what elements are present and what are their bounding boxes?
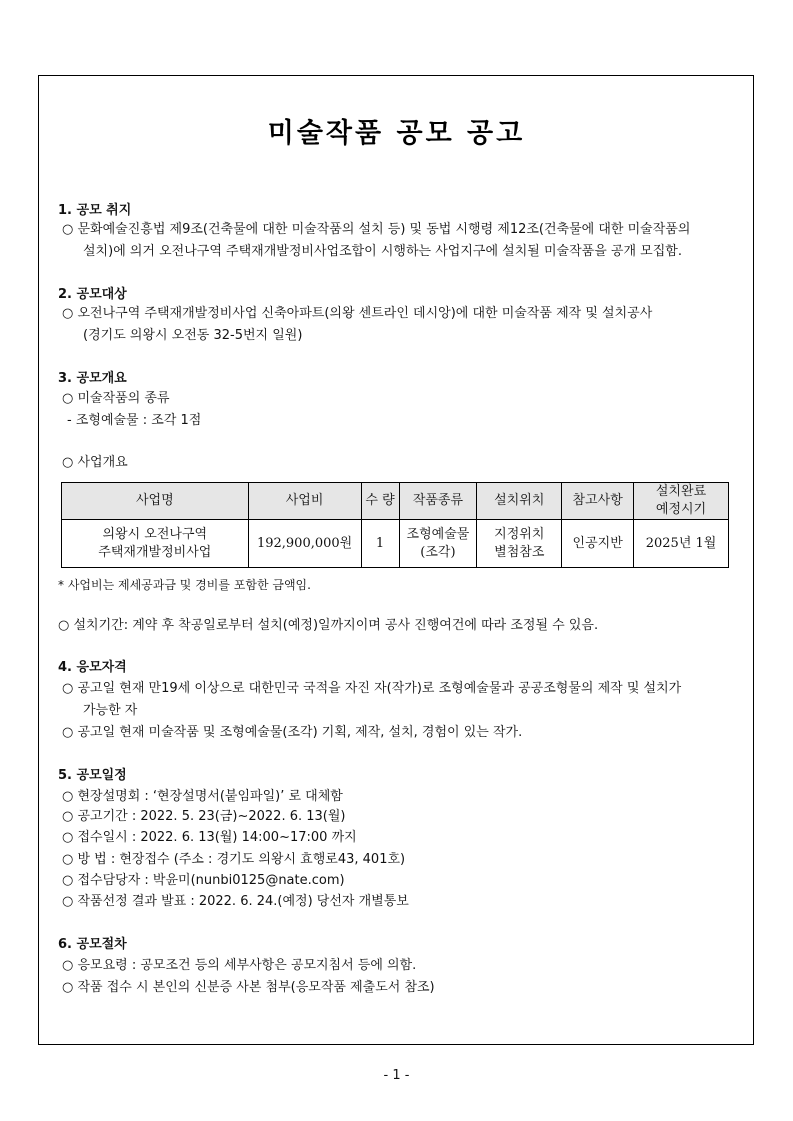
section-6-line-2: ○ 작품 접수 시 본인의 신분증 사본 첨부(응모작품 제출도서 참조) bbox=[62, 980, 435, 995]
section-2-heading: 2. 공모대상 bbox=[58, 287, 127, 302]
location-line: 별첨참조 bbox=[494, 544, 545, 560]
table-header-cell: 설치위치 bbox=[477, 483, 562, 520]
section-4-line-3: ○ 공고일 현재 미술작품 및 조형예술물(조각) 기획, 제작, 설치, 경험이 있는 작가. bbox=[62, 725, 523, 740]
cost-footnote: * 사업비는 제세공과금 및 경비를 포함한 금액임. bbox=[58, 578, 311, 592]
table-header-cell-completion bbox=[634, 483, 729, 520]
quantity-cell: 1 bbox=[361, 520, 399, 568]
section-3-line-2: - 조형예술물 : 조각 1점 bbox=[67, 413, 202, 428]
location-line: 지정위치 bbox=[494, 526, 545, 542]
section-3-heading: 3. 공모개요 bbox=[58, 371, 127, 386]
artwork-type-cell bbox=[399, 520, 477, 568]
schedule-item: ○ 작품선정 결과 발표 : 2022. 6. 24.(예정) 당선자 개별통보 bbox=[62, 894, 409, 909]
section-6-heading: 6. 공모절차 bbox=[58, 937, 127, 952]
artwork-type-line: (조각) bbox=[420, 544, 456, 560]
section-3-line-3: ○ 사업개요 bbox=[62, 455, 128, 470]
table-header-line: 설치완료 bbox=[655, 484, 707, 499]
section-2-line-1: ○ 오전나구역 주택재개발정비사업 신축아파트(의왕 센트라인 데시앙)에 대한 미술작품 제작 및 설치공사 bbox=[62, 306, 653, 321]
section-4-line-1: ○ 공고일 현재 만19세 이상으로 대한민국 국적을 자진 자(작가)로 조형예술물과 공공조형물의 제작 및 설치가 bbox=[62, 681, 682, 696]
table-header-cell: 수 량 bbox=[361, 483, 399, 520]
page-number: - 1 - bbox=[383, 1068, 410, 1083]
table-header-cell: 사업명 bbox=[62, 483, 249, 520]
completion-date-cell: 2025년 1월 bbox=[634, 520, 729, 568]
project-cost-cell: 192,900,000원 bbox=[248, 520, 361, 568]
section-5-heading: 5. 공모일정 bbox=[58, 768, 127, 783]
project-name-line: 의왕시 오전나구역 bbox=[102, 526, 208, 542]
location-cell bbox=[477, 520, 562, 568]
artwork-type-line: 조형예술물 bbox=[406, 526, 470, 542]
schedule-item: ○ 방 법 : 현장접수 (주소 : 경기도 의왕시 효행로43, 401호) bbox=[62, 852, 406, 867]
section-2-line-2: (경기도 의왕시 오전동 32-5번지 일원) bbox=[83, 328, 303, 343]
table-header-cell: 작품종류 bbox=[399, 483, 477, 520]
section-4-heading: 4. 응모자격 bbox=[58, 660, 127, 675]
installation-period: ○ 설치기간: 계약 후 착공일로부터 설치(예정)일까지이며 공사 진행여건에 따라 조정될 수 있음. bbox=[58, 618, 599, 633]
section-6-line-1: ○ 응모요령 : 공모조건 등의 세부사항은 공모지침서 등에 의함. bbox=[62, 958, 417, 973]
schedule-item: ○ 현장설명회 : ‘현장설명서(붙임파일)’ 로 대체함 bbox=[62, 789, 343, 804]
document-title: 미술작품 공모 공고 bbox=[267, 118, 526, 149]
table-row bbox=[62, 520, 729, 568]
table-header-cell: 사업비 bbox=[248, 483, 361, 520]
table-header-cell: 참고사항 bbox=[562, 483, 634, 520]
section-4-line-2: 가능한 자 bbox=[83, 703, 138, 718]
table-header-line: 예정시기 bbox=[655, 502, 707, 517]
table-header-row bbox=[62, 483, 729, 520]
section-1-heading: 1. 공모 취지 bbox=[58, 203, 132, 218]
project-name-cell bbox=[62, 520, 249, 568]
project-name-line: 주택재개발정비사업 bbox=[98, 544, 212, 560]
schedule-item: ○ 접수일시 : 2022. 6. 13(월) 14:00~17:00 까지 bbox=[62, 830, 357, 845]
section-1-line-1: ○ 문화예술진흥법 제9조(건축물에 대한 미술작품의 설치 등) 및 동법 시행령 제12조(건축물에 대한 미술작품의 bbox=[62, 222, 691, 237]
project-overview-table bbox=[61, 482, 729, 568]
section-1-line-2: 설치)에 의거 오전나구역 주택재개발정비사업조합이 시행하는 사업지구에 설치될 미술작품을 공개 모집함. bbox=[83, 244, 682, 259]
notes-cell: 인공지반 bbox=[562, 520, 634, 568]
schedule-item: ○ 공고기간 : 2022. 5. 23(금)~2022. 6. 13(월) bbox=[62, 809, 346, 824]
schedule-item: ○ 접수담당자 : 박윤미(nunbi0125@nate.com) bbox=[62, 873, 345, 888]
section-3-line-1: ○ 미술작품의 종류 bbox=[62, 391, 170, 406]
